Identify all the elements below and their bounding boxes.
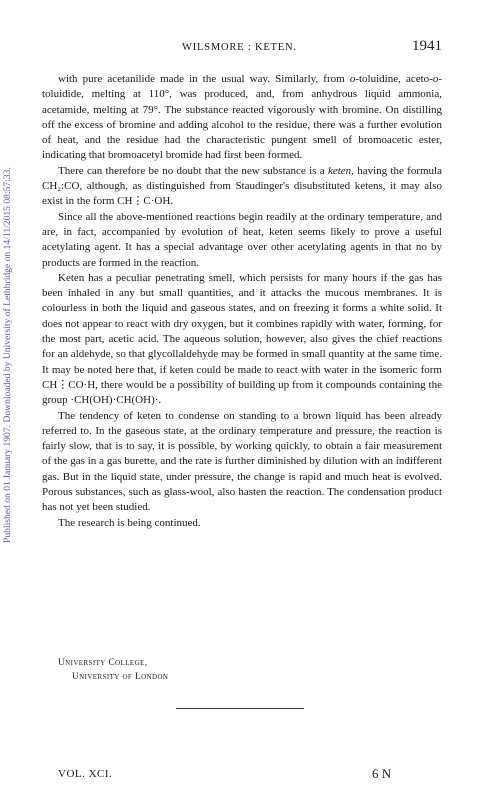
text-run: o (349, 73, 356, 85)
paragraph-5 (42, 409, 442, 516)
text-run: Since all the above-mentioned reactions begin readily at the ordinary temperature, and are, in fact, accompanied by evolution of heat, keten seems likely to prove a useful acetylating agent. It has a special advantage over other acetylating agents in that no by products are formed in the reaction. (42, 210, 442, 269)
text-run: -toluidide, melting at 110°, was produced, and, from anhydrous liquid ammonia, acetamide, melting at 79°. The substance reacted vigorously with bromine. On distilling off the excess of bromine and adding alcohol to the residue, there was a further evolution of heat, and the residue had the characteristic pungent smell of bromoacetic ester, indicating that bromoacetyl bromide had first been formed. (42, 73, 443, 162)
affiliation-line-2: University of London (72, 672, 169, 682)
page-number: 1941 (412, 38, 442, 54)
text-run: -toluidine, aceto- (355, 73, 433, 85)
paragraph-2 (42, 164, 442, 210)
paragraph-3 (42, 210, 442, 271)
download-notice: Published on 01 January 1907. Downloaded by University of Lethbridge on 14/11/2015 08:57:33. (2, 167, 13, 543)
text-run: The research is being continued. (58, 516, 201, 529)
text-run: o (432, 73, 439, 85)
volume-label: VOL. XCI. (58, 768, 113, 780)
text-run: with pure acetanilide made in the usual way. Similarly, from (58, 73, 350, 85)
text-run: There can therefore be no doubt that the new substance is a (58, 164, 328, 177)
text-run: Keten has a peculiar penetrating smell, which persists for many hours if the gas has been inhaled in any but small quantities, and it attacks the mucous membranes. It is colourless in both the liquid and gaseous states, and on freezing it forms a white solid. It does not appear to react with dry oxygen, but it combines rapidly with water, forming, for the most part, acetic acid. The aqueous solution, however, also gives the chief reactions for an aldehyde, so that glycollaldehyde may be formed in small quantity at the same time. It may be noted here that, if keten could be made to react with water in the isomeric form CH⋮CO·H, there would be a possibility of building up from it compounds containing the group ·CH(OH)·CH(OH)·. (42, 271, 442, 407)
affiliation-line-1: University College, (58, 658, 148, 668)
text-run: keten, (327, 164, 354, 177)
page-header (42, 38, 442, 58)
section-divider (176, 708, 304, 709)
paragraph-1 (42, 72, 442, 164)
text-run: having the formula CH₂:CO, although, as distinguished from Staudinger's disubstituted ketens, it may also exist in the form CH⋮C·OH. (42, 164, 442, 208)
paragraph-6 (42, 516, 442, 531)
author-affiliation (58, 656, 168, 684)
article-body (42, 72, 442, 531)
signature-mark: 6 N (372, 766, 392, 781)
paragraph-4 (42, 271, 442, 409)
text-run: The tendency of keten to condense on standing to a brown liquid has been already referred to. In the gaseous state, at the ordinary temperature and pressure, the reaction is fairly slow, that is to say, it is possible, by working quickly, to obtain a fair measurement of the gas in a gas burette, and the rate is further diminished by dilution with an indifferent gas. But in the liquid state, under pressure, the change is rapid and much heat is evolved. Porous substances, such as glass-wool, also hasten the reaction. The condensation product has not yet been studied. (42, 409, 442, 514)
running-title: WILSMORE : KETEN. (182, 42, 297, 53)
